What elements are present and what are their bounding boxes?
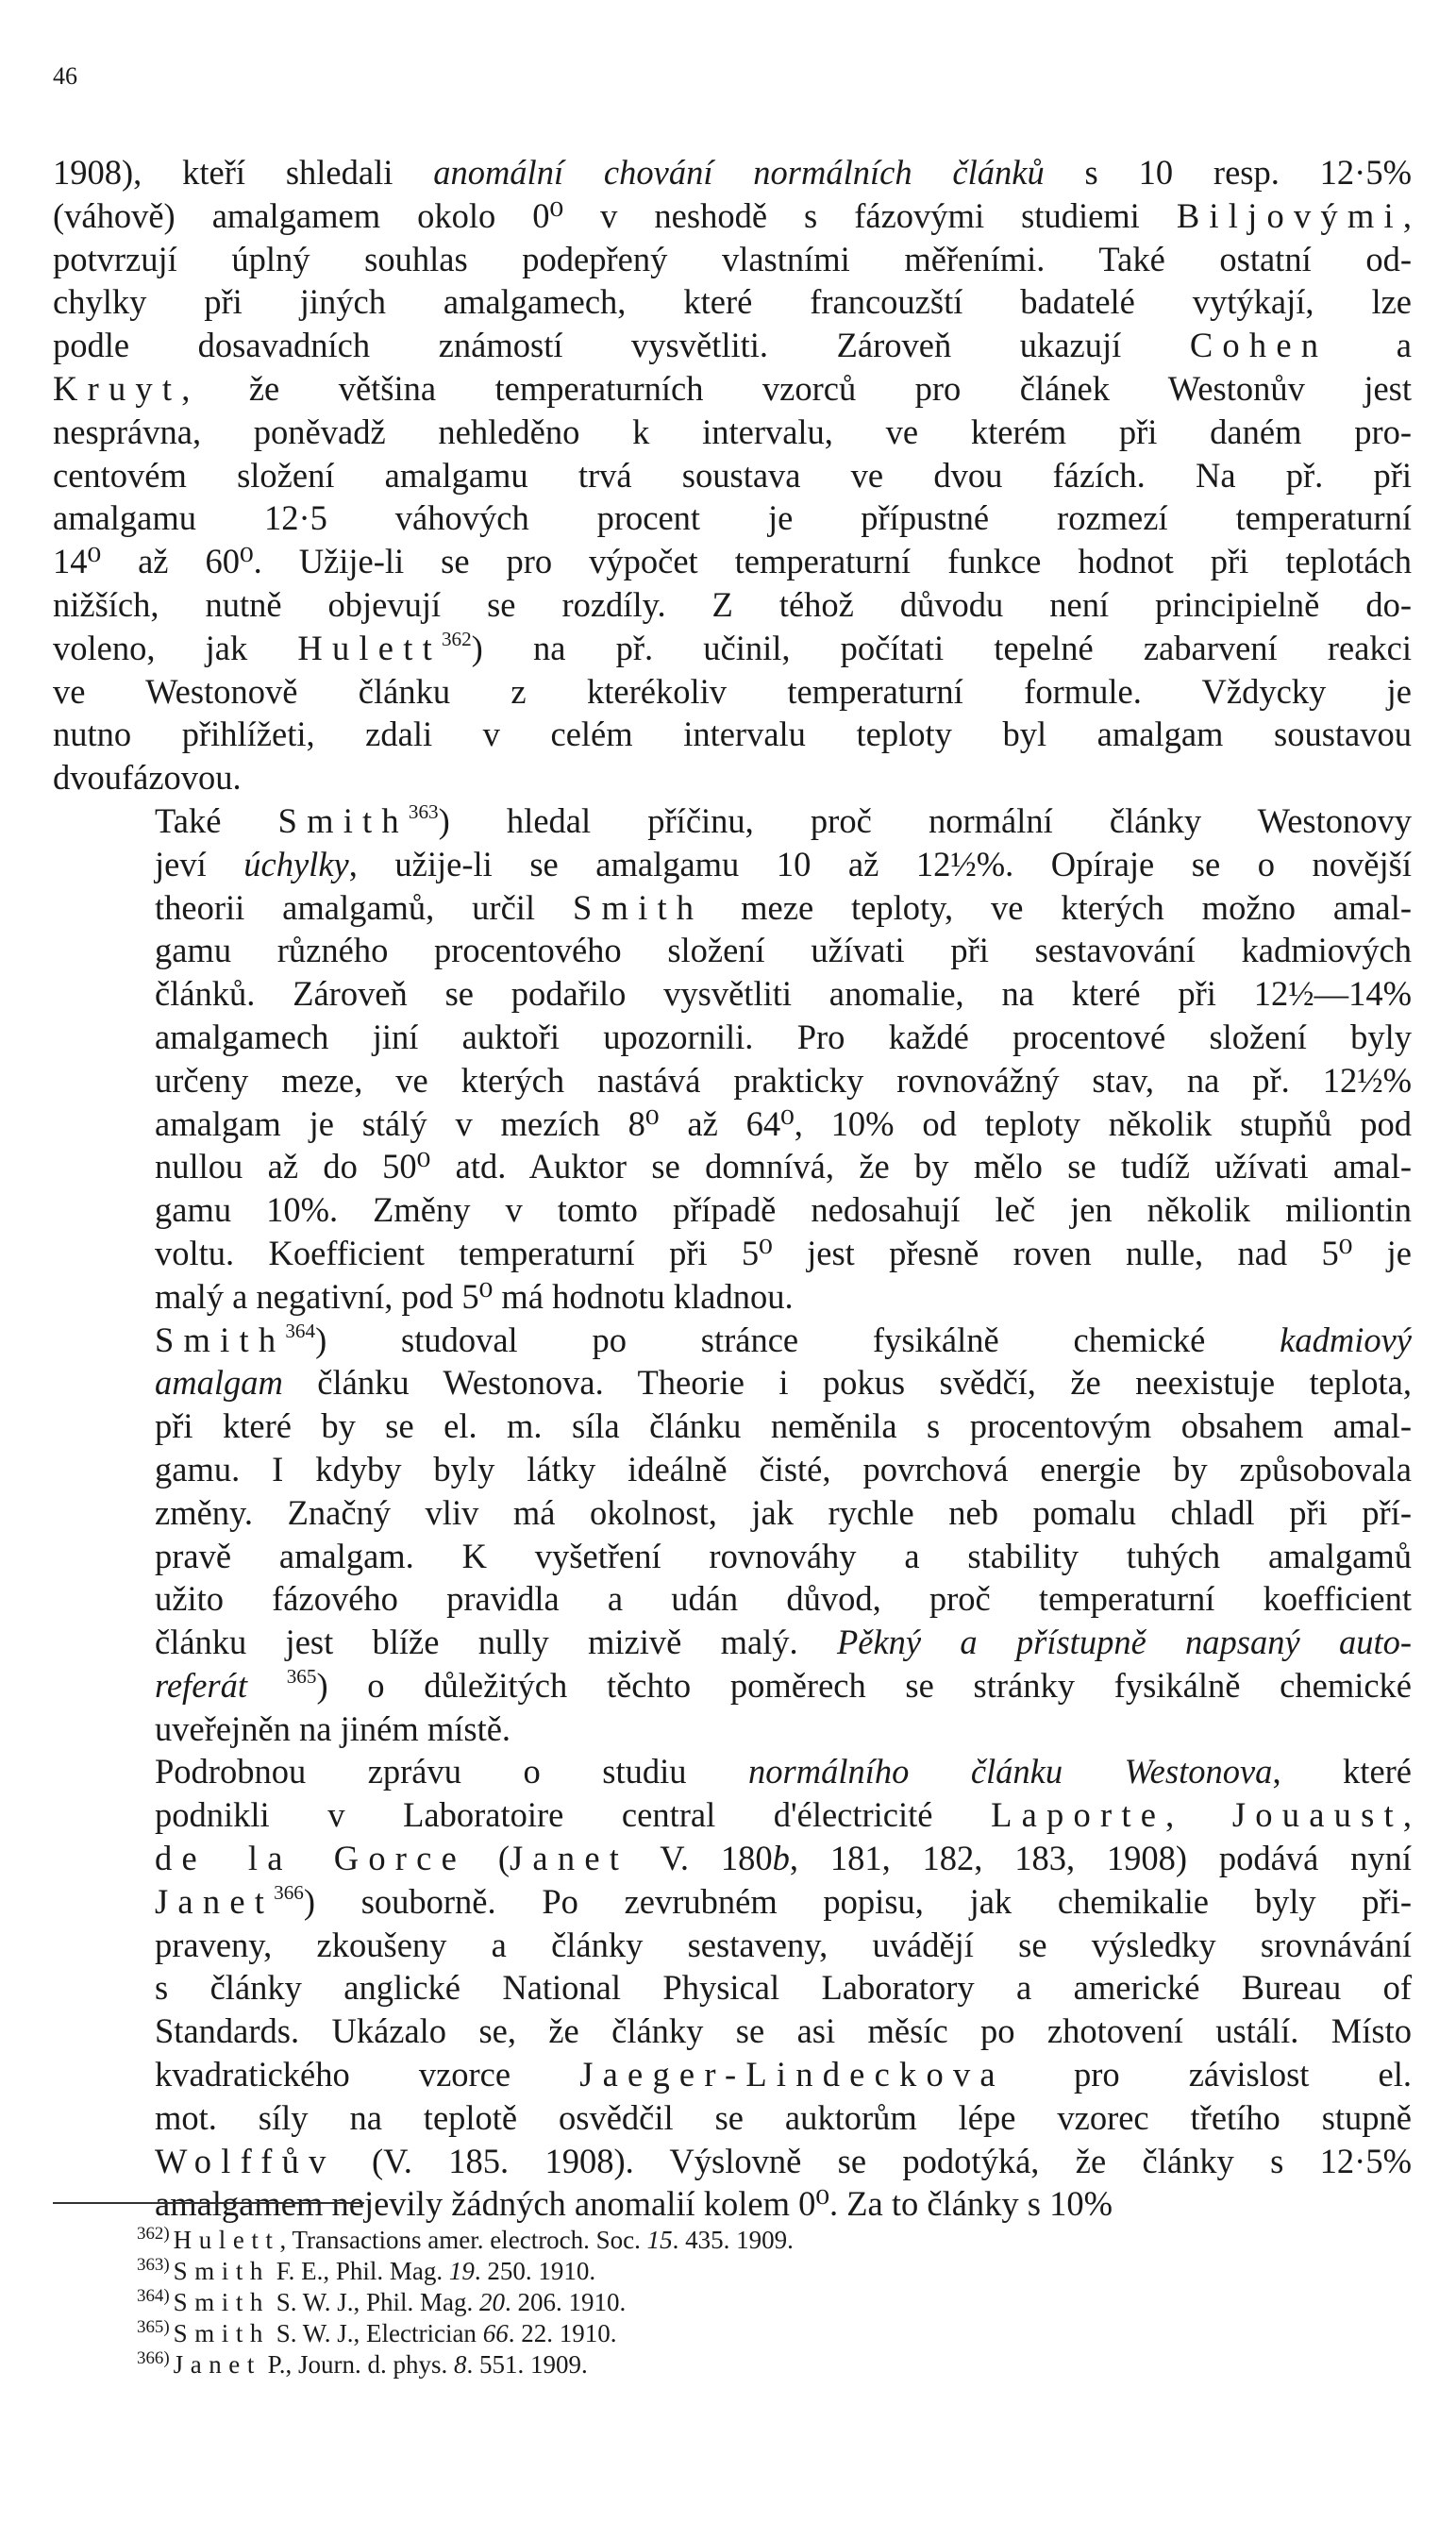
text-line bbox=[53, 1275, 1412, 1319]
author-name: Jaeger-Lindeckova bbox=[579, 2055, 1005, 2094]
text-run: chylky při jiných amalgamech, které francouzští badatelé vytýkají, lze bbox=[53, 282, 1412, 322]
text-run: F. E., Phil. Mag. bbox=[269, 2257, 449, 2285]
footnote-number: 363) bbox=[137, 2254, 170, 2275]
footnote-separator bbox=[53, 2202, 364, 2204]
text-run: článku Westonova. Theorie i pokus svědčí, že neexistuje teplota, bbox=[282, 1363, 1412, 1403]
italic-phrase: úchylky bbox=[243, 844, 349, 883]
text-run: , bbox=[1165, 1795, 1232, 1835]
paragraph bbox=[53, 1750, 1412, 2226]
footnote-ref: 363 bbox=[408, 800, 439, 824]
text-line bbox=[53, 1102, 1412, 1146]
text-run: . 435. 1909. bbox=[672, 2226, 794, 2254]
italic-phrase: 15 bbox=[646, 2226, 673, 2254]
italic-phrase: kadmiový bbox=[1280, 1320, 1412, 1359]
text-line bbox=[53, 2096, 1412, 2140]
text-line bbox=[53, 2140, 1412, 2183]
text-run: , že většina temperaturních vzorců pro článek Westonův jest bbox=[181, 368, 1412, 408]
text-run: voleno, jak bbox=[53, 628, 298, 667]
text-line bbox=[53, 280, 1412, 324]
text-run: (váhově) amalgamem okolo 0⁰ v neshodě s fázovými studiemi bbox=[53, 195, 1177, 235]
text-line bbox=[53, 972, 1412, 1016]
italic-phrase: 66 bbox=[482, 2319, 509, 2347]
text-line bbox=[53, 886, 1412, 930]
footnote-number: 364) bbox=[137, 2285, 170, 2306]
text-run: potvrzují úplný souhlas podepřený vlastními měřeními. Také ostatní od- bbox=[53, 239, 1412, 278]
text-line bbox=[53, 1448, 1412, 1491]
author-name: Smith bbox=[277, 800, 409, 840]
text-run: nutno přihlížeti, zdali v celém intervalu teploty byl amalgam soustavou bbox=[53, 715, 1412, 754]
text-line bbox=[53, 2010, 1412, 2053]
text-run: malý a negativní, pod 5⁰ má hodnotu kladnou. bbox=[155, 1276, 794, 1316]
footnote-number: 366) bbox=[137, 2347, 170, 2368]
author-name: Laporte bbox=[991, 1795, 1166, 1835]
text-line bbox=[53, 1016, 1412, 1059]
italic-phrase: 20 bbox=[479, 2288, 506, 2316]
italic-phrase: 19 bbox=[448, 2257, 475, 2285]
text-run: s články anglické National Physical Laboratory a americké Bureau of bbox=[155, 1968, 1412, 2008]
author-name: Smith bbox=[155, 1320, 286, 1359]
italic-phrase: b bbox=[772, 1839, 790, 1878]
text-line bbox=[53, 1535, 1412, 1578]
text-line bbox=[53, 1232, 1412, 1275]
text-line bbox=[53, 194, 1412, 238]
text-run: článků. Zároveň se podařilo vysvětliti anomalie, na které při 12½—14% bbox=[155, 974, 1412, 1014]
text-line bbox=[53, 1924, 1412, 1967]
text-line bbox=[53, 1145, 1412, 1188]
text-run: ) na př. učinil, počítati tepelné zabarvení reakci bbox=[471, 628, 1412, 667]
footnote bbox=[137, 2287, 1364, 2318]
text-line bbox=[53, 238, 1412, 281]
text-line bbox=[53, 1621, 1412, 1664]
author-name: Janet bbox=[510, 1839, 629, 1878]
text-run: P., Journ. d. phys. bbox=[260, 2350, 454, 2379]
text-run: nullou až do 50⁰ atd. Auktor se domnívá, že by mělo se tudíž užívati amal- bbox=[155, 1147, 1412, 1186]
text-run: článku jest blíže nully mizivě malý. bbox=[155, 1623, 837, 1662]
footnote-ref: 364 bbox=[285, 1319, 316, 1342]
paragraph bbox=[53, 151, 1412, 799]
footnote-ref: 366 bbox=[274, 1881, 304, 1905]
text-run: při které by se el. m. síla článku neměnila s procentovým obsahem amal- bbox=[155, 1406, 1412, 1446]
author-name: Smith bbox=[173, 2288, 270, 2316]
text-line bbox=[53, 799, 1412, 843]
author-name: Cohen bbox=[1189, 326, 1329, 365]
text-run: jeví bbox=[155, 844, 244, 883]
text-line bbox=[53, 1793, 1412, 1837]
italic-phrase: amalgam bbox=[155, 1363, 283, 1403]
text-line bbox=[53, 670, 1412, 714]
text-line bbox=[53, 1491, 1412, 1535]
italic-phrase: anomální chování normálních článků bbox=[433, 153, 1045, 192]
paragraph bbox=[53, 799, 1412, 1319]
text-run: ve Westonově článku z kterékoliv temperaturní formule. Vždycky je bbox=[53, 671, 1412, 711]
text-run: , bbox=[1402, 1795, 1413, 1835]
footnote-number: 365) bbox=[137, 2316, 170, 2337]
text-run: theorii amalgamů, určil bbox=[155, 887, 573, 927]
text-run: praveny, zkoušeny a články sestaveny, uvádějí se výsledky srovnávání bbox=[155, 1925, 1412, 1964]
text-run: , bbox=[1402, 195, 1412, 235]
page-number: 46 bbox=[53, 62, 77, 90]
body-text bbox=[53, 151, 1412, 2226]
author-name: Jouaust bbox=[1231, 1795, 1403, 1835]
text-run: pro závislost el. bbox=[1004, 2055, 1412, 2094]
author-name: Wolffův bbox=[155, 2141, 336, 2180]
text-line bbox=[53, 1405, 1412, 1448]
text-run: 1908), kteří shledali bbox=[53, 153, 434, 192]
text-run: amalgamu 12·5 váhových procent je přípustné rozmezí temperaturní bbox=[53, 498, 1412, 538]
author-name: Hulett bbox=[297, 628, 442, 667]
footnote-ref: 365 bbox=[286, 1665, 317, 1689]
text-run: , 181, 182, 183, 1908) podává nyní bbox=[789, 1839, 1412, 1878]
footnotes bbox=[137, 2225, 1364, 2380]
text-line bbox=[53, 540, 1412, 583]
author-name: Smith bbox=[572, 887, 704, 927]
text-line bbox=[53, 929, 1412, 972]
text-line bbox=[53, 1059, 1412, 1102]
text-line bbox=[53, 2182, 1412, 2226]
text-run: 14⁰ až 60⁰. Užije-li se pro výpočet temperaturní funkce hodnot při teplotách bbox=[53, 542, 1412, 581]
text-run: , Transactions amer. electroch. Soc. bbox=[279, 2226, 647, 2254]
text-run: nesprávna, poněvadž nehleděno k intervalu, ve kterém při daném pro- bbox=[53, 412, 1412, 451]
text-line bbox=[53, 1880, 1412, 1924]
text-run: voltu. Koefficient temperaturní při 5⁰ jest přesně roven nulle, nad 5⁰ je bbox=[155, 1233, 1412, 1272]
text-run: gamu 10%. Změny v tomto případě nedosahují leč jen několik miliontin bbox=[155, 1190, 1412, 1230]
text-run: užito fázového pravidla a udán důvod, proč temperaturní koefficient bbox=[155, 1579, 1412, 1619]
author-name: Kruyt bbox=[53, 368, 182, 408]
italic-phrase: normálního článku Westonova bbox=[748, 1752, 1273, 1791]
text-run: podnikli v Laboratoire central d'électricité bbox=[155, 1795, 992, 1835]
text-run: meze teploty, ve kterých možno amal- bbox=[703, 887, 1412, 927]
text-line bbox=[53, 1664, 1412, 1707]
text-line bbox=[53, 756, 1412, 799]
text-run: ) studoval po stránce fysikálně chemické bbox=[315, 1320, 1280, 1359]
text-run: Standards. Ukázalo se, že články se asi měsíc po zhotovení ustálí. Místo bbox=[155, 2011, 1412, 2051]
text-run: S. W. J., Electrician bbox=[269, 2319, 483, 2347]
text-run: uveřejněn na jiném místě. bbox=[155, 1708, 511, 1748]
text-line bbox=[53, 496, 1412, 540]
text-line bbox=[53, 411, 1412, 454]
italic-phrase: referát bbox=[155, 1665, 247, 1705]
author-name: de la Gorce bbox=[155, 1839, 467, 1878]
text-line bbox=[53, 583, 1412, 627]
text-line bbox=[53, 713, 1412, 756]
text-run: , které bbox=[1272, 1752, 1413, 1791]
text-run: centovém složení amalgamu trvá soustava ve dvou fázích. Na př. při bbox=[53, 455, 1412, 495]
text-run: , užije-li se amalgamu 10 až 12½%. Opíraje se o novější bbox=[348, 844, 1412, 883]
text-run: určeny meze, ve kterých nastává prakticky rovnovážný stav, na př. 12½% bbox=[155, 1060, 1412, 1100]
text-line bbox=[53, 324, 1412, 367]
text-run: . 551. 1909. bbox=[466, 2350, 588, 2379]
footnote bbox=[137, 2225, 1364, 2256]
text-run: změny. Značný vliv má okolnost, jak rychle neb pomalu chladl při pří- bbox=[155, 1492, 1412, 1532]
text-run: V. 180 bbox=[628, 1839, 773, 1878]
text-line bbox=[53, 1188, 1412, 1232]
text-run: ) hledal příčinu, proč normální články Westonovy bbox=[438, 800, 1412, 840]
text-run: gamu různého procentového složení užívati při sestavování kadmiových bbox=[155, 931, 1412, 970]
text-run: gamu. I kdyby byly látky ideálně čisté, povrchová energie by způsobovala bbox=[155, 1449, 1412, 1489]
text-run: ) o důležitých těchto poměrech se stránky fysikálně chemické bbox=[316, 1665, 1412, 1705]
text-line bbox=[53, 151, 1412, 194]
text-line bbox=[53, 1707, 1412, 1751]
text-line bbox=[53, 1319, 1412, 1362]
text-run: S. W. J., Phil. Mag. bbox=[269, 2288, 480, 2316]
text-line bbox=[53, 627, 1412, 670]
author-name: Janet bbox=[155, 1881, 275, 1921]
text-run: nižších, nutně objevují se rozdíly. Z téhož důvodu není principielně do- bbox=[53, 584, 1412, 624]
text-run: Podrobnou zprávu o studiu bbox=[155, 1752, 748, 1791]
text-line bbox=[53, 2053, 1412, 2096]
footnote-ref: 362 bbox=[441, 627, 472, 650]
text-run: amalgam je stálý v mezích 8⁰ až 64⁰, 10% od teploty několik stupňů pod bbox=[155, 1103, 1412, 1143]
text-line bbox=[53, 1361, 1412, 1405]
text-run: ( bbox=[466, 1839, 510, 1878]
footnote bbox=[137, 2256, 1364, 2287]
paragraph bbox=[53, 1319, 1412, 1751]
italic-phrase: 8 bbox=[453, 2350, 467, 2379]
text-line bbox=[53, 1577, 1412, 1621]
text-run: amalgamech jiní auktoři upozornili. Pro každé procentové složení byly bbox=[155, 1017, 1412, 1056]
author-name: Smith bbox=[173, 2257, 270, 2285]
text-line bbox=[53, 367, 1412, 411]
footnote-number: 362) bbox=[137, 2223, 170, 2244]
author-name: Hulett bbox=[173, 2226, 280, 2254]
text-run: (V. 185. 1908). Výslovně se podotýká, že články s 12·5% bbox=[335, 2141, 1412, 2180]
text-run: a bbox=[1328, 326, 1412, 365]
italic-phrase: Pěkný a přístupně napsaný auto- bbox=[836, 1623, 1412, 1662]
footnote bbox=[137, 2318, 1364, 2349]
text-run: ) souborně. Po zevrubném popisu, jak chemikalie byly při- bbox=[303, 1881, 1412, 1921]
text-run: mot. síly na teplotě osvědčil se auktorům lépe vzorec třetího stupně bbox=[155, 2097, 1412, 2137]
author-name: Janet bbox=[173, 2350, 261, 2379]
text-run: . 206. 1910. bbox=[505, 2288, 627, 2316]
text-line bbox=[53, 1837, 1412, 1880]
text-run: Také bbox=[155, 800, 278, 840]
text-line bbox=[53, 1966, 1412, 2010]
text-run bbox=[247, 1666, 287, 1705]
text-run: dvoufázovou. bbox=[53, 758, 242, 798]
text-run: s 10 resp. 12·5% bbox=[1044, 153, 1412, 192]
footnote bbox=[137, 2349, 1364, 2380]
text-run: . 250. 1910. bbox=[474, 2257, 596, 2285]
text-run: . 22. 1910. bbox=[508, 2319, 617, 2347]
text-line bbox=[53, 1750, 1412, 1793]
text-run: pravě amalgam. K vyšetření rovnováhy a stability tuhých amalgamů bbox=[155, 1536, 1412, 1575]
text-run: kvadratického vzorce bbox=[155, 2055, 580, 2094]
text-line bbox=[53, 843, 1412, 886]
author-name: Smith bbox=[173, 2319, 270, 2347]
text-run: podle dosavadních známostí vysvětliti. Zároveň ukazují bbox=[53, 326, 1190, 365]
author-name: Biljovými bbox=[1176, 195, 1403, 235]
text-run: amalgamem nejevily žádných anomalií kolem 0⁰. Za to články s 10% bbox=[155, 2184, 1113, 2224]
text-line bbox=[53, 454, 1412, 497]
